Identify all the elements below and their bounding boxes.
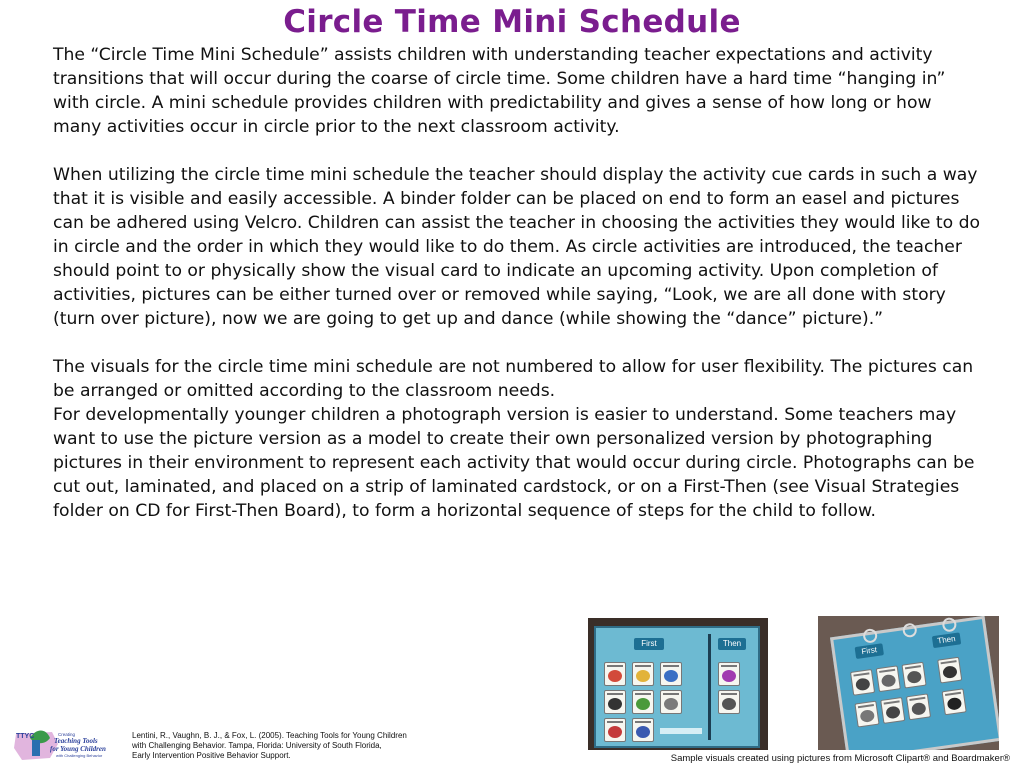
activity-card [632,662,654,686]
first-header: First [855,643,884,659]
paragraph-usage: When utilizing the circle time mini schedule the teacher should display the activity cue cards in such a way that it is visible and easily accessible. A binder folder can be placed on end to form an easel and pictures can be adhered using Velcro. Children can assist the teacher in choosing the activities they would like to do in circle and the order in which they would like to do them. As circle activities are introduced, the teacher should point to or physically show the visual card to indicate an upcoming activity. Upon completion of activities, pictures can be either turned over or removed while saying, “Look, we are all done with story (turn over picture), now we are going to get up and dance (while showing the “dance” picture).” [53,165,981,329]
logo-line-2: Teaching Tools [54,737,98,745]
activity-card [901,662,926,689]
activity-card [942,688,967,715]
logo-line-3: for Young Children [50,745,106,753]
teaching-tools-logo [12,724,130,764]
activity-card [660,662,682,686]
activity-card [906,693,931,720]
page-title: Circle Time Mini Schedule [283,4,741,40]
body-text [53,43,983,523]
logo-line-4: with Challenging Behavior [56,753,103,758]
then-header: Then [718,638,746,650]
citation-line-1: Lentini, R., Vaughn, B. J., & Fox, L. (2005). Teaching Tools for Young Children [132,731,407,740]
activity-card [604,718,626,742]
velcro-strip [660,728,702,734]
paragraph-flexibility: The visuals for the circle time mini schedule are not numbered to allow for user flexibility. The pictures can be arranged or omitted according to the classroom needs. [53,357,974,401]
activity-card [632,690,654,714]
binder-easel [830,616,999,750]
first-then-board [594,626,760,748]
logo-mark: TTYC [16,733,35,740]
activity-card [660,690,682,714]
activity-card [604,662,626,686]
activity-card [718,662,740,686]
first-header: First [634,638,664,650]
activity-card [880,697,905,724]
first-then-board-photo [588,618,768,750]
board-divider [708,634,711,740]
paragraph-intro: The “Circle Time Mini Schedule” assists children with understanding teacher expectations and activity transitions that will occur during the coarse of circle time. Some children have a hard time “hanging in” with circle. A mini schedule provides children with predictability and gives a sense of how long or how many activities occur in circle prior to the next classroom activity. [53,45,946,137]
then-header: Then [932,632,961,648]
activity-card [937,657,962,684]
activity-card [604,690,626,714]
logo-line-1: Creating [58,732,76,737]
activity-card [876,665,901,692]
photo-caption: Sample visuals created using pictures from Microsoft Clipart® and Boardmaker® [670,753,1010,764]
activity-card [850,669,875,696]
activity-card [632,718,654,742]
citation-line-3: Early Intervention Positive Behavior Support. [132,751,291,760]
citation [132,731,462,761]
activity-card [854,701,879,728]
binder-easel-photo [818,616,999,750]
citation-line-2: with Challenging Behavior. Tampa, Florida: University of South Florida, [132,741,382,750]
activity-card [718,690,740,714]
paragraph-photographs: For developmentally younger children a photograph version is easier to understand. Some teachers may want to use the picture version as a model to create their own personalized version by photographing pictures in their environment to represent each activity that would occur during circle. Photographs can be cut out, laminated, and placed on a strip of laminated cardstock, or on a First-Then (see Visual Strategies folder on CD for First-Then Board), to form a horizontal sequence of steps for the child to follow. [53,405,975,521]
